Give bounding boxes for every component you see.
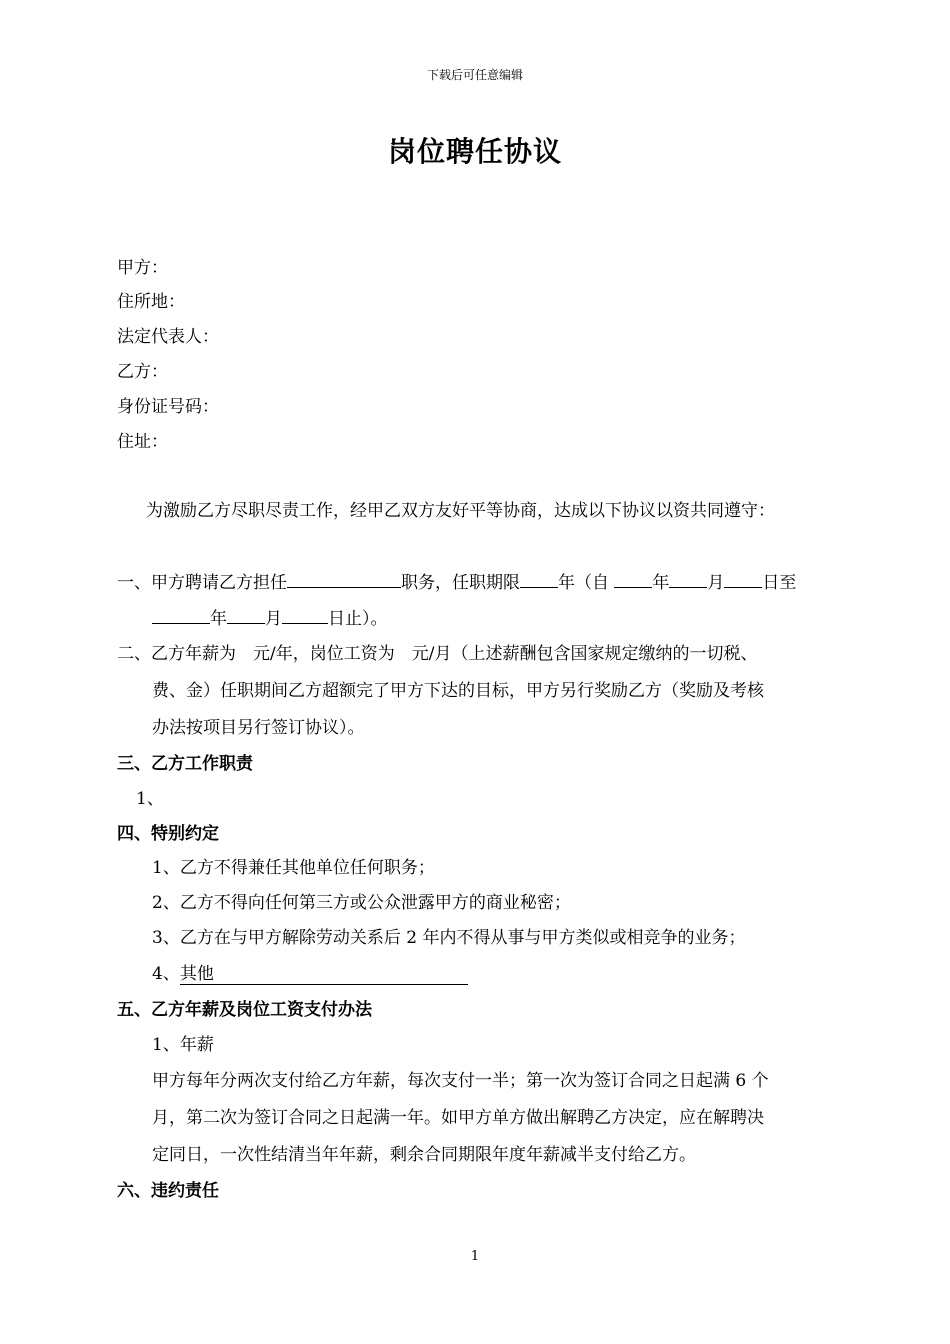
document-title: 岗位聘任协议 (387, 135, 562, 168)
section3-item1: 1、 (136, 789, 164, 809)
party-b-label: 乙方： (117, 362, 168, 382)
section4-item4-other (180, 964, 468, 985)
section2-line3: 办法按项目另行签订协议）。 (152, 718, 365, 738)
section4-item3: 3、乙方在与甲方解除劳动关系后 2 年内不得从事与甲方类似或相竞争的业务； (152, 928, 746, 948)
party-a-label: 甲方： (117, 258, 168, 278)
section1-text-a: 一、甲方聘请乙方担任 (117, 573, 287, 593)
section1-line2 (152, 605, 388, 631)
section4-item2: 2、乙方不得向任何第三方或公众泄露甲方的商业秘密； (152, 893, 571, 913)
start-year-blank (614, 569, 652, 588)
id-number-label: 身份证号码： (117, 397, 219, 417)
position-blank (287, 569, 401, 588)
section1-text-b: 职务，任职期限 (401, 573, 520, 593)
section1-text-e: 月 (707, 573, 725, 593)
section1-text-g: 年 (210, 609, 227, 629)
legal-rep-label: 法定代表人： (117, 327, 219, 347)
section1-text-f: 日至 (762, 573, 797, 593)
section4-heading: 四、特别约定 (117, 824, 219, 844)
section4-item4-prefix: 4、 (152, 964, 180, 984)
section4-item4-text: 其他 (179, 964, 214, 984)
section5-para-line3: 定同日，一次性结清当年年薪，剩余合同期限年度年薪减半支付给乙方。 (152, 1145, 696, 1165)
start-day-blank (724, 569, 762, 588)
end-year-blank (152, 605, 210, 624)
end-day-blank (282, 605, 328, 624)
start-month-blank (669, 569, 707, 588)
section6-heading: 六、违约责任 (117, 1181, 219, 1201)
page-number: 1 (470, 1249, 480, 1264)
section4-item4 (152, 962, 468, 986)
page-header: 下载后可任意编辑 (426, 68, 523, 82)
section1-line1 (117, 569, 796, 595)
section4-item1: 1、乙方不得兼任其他单位任何职务； (152, 858, 435, 878)
section1-text-c: 年（自 (558, 573, 609, 593)
residence-label: 住址： (117, 432, 168, 452)
section3-heading: 三、乙方工作职责 (117, 754, 253, 774)
section5-sub1: 1、年薪 (152, 1035, 214, 1055)
end-month-blank (227, 605, 265, 624)
section1-text-h: 月 (265, 609, 282, 629)
section5-para-line1: 甲方每年分两次支付给乙方年薪，每次支付一半；第一次为签订合同之日起满 6 个 (152, 1071, 769, 1091)
address-label: 住所地： (117, 292, 185, 312)
section5-heading: 五、乙方年薪及岗位工资支付办法 (117, 1000, 372, 1020)
section1-text-i: 日止）。 (328, 609, 388, 629)
intro-paragraph: 为激励乙方尽职尽责工作，经甲乙双方友好平等协商，达成以下协议以资共同遵守： (146, 501, 775, 521)
section5-para-line2: 月，第二次为签订合同之日起满一年。如甲方单方做出解聘乙方决定，应在解聘决 (152, 1108, 764, 1128)
section2-line1: 二、乙方年薪为 元/年，岗位工资为 元/月（上述薪酬包含国家规定缴纳的一切税、 (117, 644, 758, 664)
section2-line2: 费、金）任职期间乙方超额完了甲方下达的目标，甲方另行奖励乙方（奖励及考核 (152, 681, 764, 701)
section1-text-d: 年 (652, 573, 670, 593)
term-years-blank (520, 569, 558, 588)
